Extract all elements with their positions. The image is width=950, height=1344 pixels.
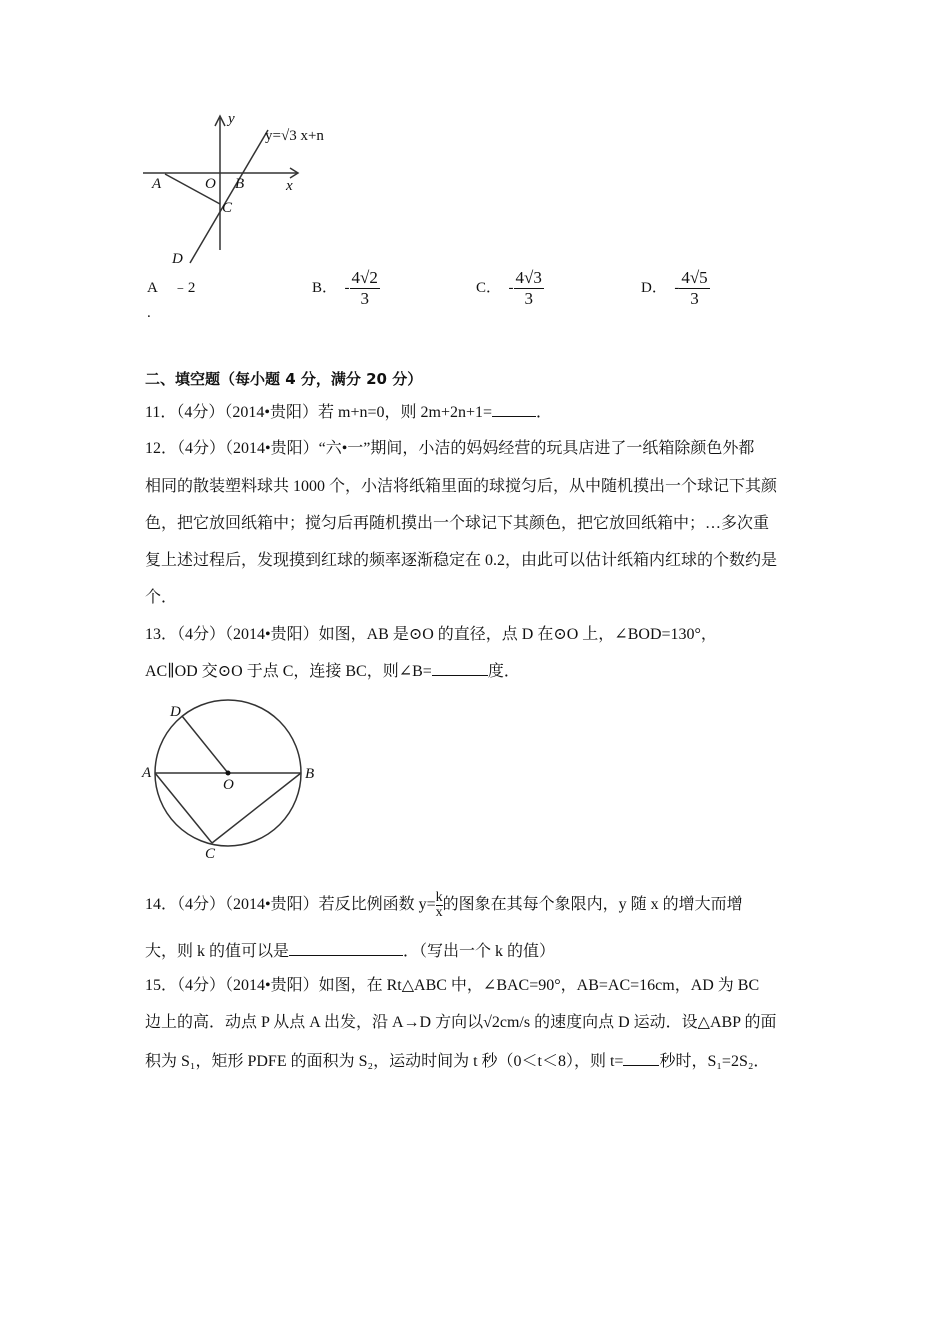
question-14-line: 14．（4分）（2014•贵阳）若反比例函数 y= $\frac{k}{x}$ 的图象在其每个象限内，y 随 x 的增大而增 <box>145 890 743 920</box>
circle-figure <box>140 698 330 863</box>
option-a-dot: . <box>147 305 151 321</box>
option-c: C． - $\frac{4√3}{3}$ <box>476 268 542 308</box>
d-label: D <box>172 251 183 267</box>
question-14-line: 大，则 k 的值可以是 ．（写出一个 k 的值） <box>145 943 556 960</box>
question-12-line: 复上述过程后，发现摸到红球的频率逐渐稳定在 0.2，由此可以估计纸箱内红球的个数约是 <box>145 552 778 569</box>
question-15-line: 15．（4分）（2014•贵阳）如图，在 Rt△ABC 中，∠BAC=90°，AB=AC=16cm，AD 为 BC <box>145 977 760 994</box>
option-a: A ﹣2 <box>147 280 196 296</box>
question-13-line: AC∥OD 交⊙O 于点 C，连接 BC，则∠B= 度． <box>145 663 520 680</box>
line-graph-figure <box>140 108 360 268</box>
b-label: B <box>305 766 315 782</box>
question-15-line: 积为 S₁，矩形 PDFE 的面积为 S₂，运动时间为 t 秒（0＜t＜8），则 t= 秒时，S₁=2S₂． <box>145 1053 770 1070</box>
d-label: D <box>170 704 181 720</box>
x-label: x <box>286 178 293 194</box>
a-label: A <box>142 765 152 781</box>
option-b: B． - $\frac{4√2}{3}$ <box>312 268 378 308</box>
a-label: A <box>152 176 162 192</box>
question-11: 11．（4分）（2014•贵阳）若 m+n=0，则 2m+2n+1= ． <box>145 404 553 421</box>
question-12-line: 12．（4分）（2014•贵阳）“六•一”期间，小洁的妈妈经营的玩具店进了一纸箱除颜色外都 <box>145 440 755 457</box>
option-d: D． - $\frac{4√5}{3}$ <box>641 268 708 308</box>
section-title: 二、填空题（每小题 4 分，满分 20 分） <box>145 370 423 388</box>
question-15-line: 边上的高．动点 P 从点 A 出发，沿 A→D 方向以√2cm/s 的速度向点 D 运动．设△ABP 的面 <box>145 1014 777 1031</box>
equation-label: y=√3 x+n <box>265 128 324 144</box>
question-12-line: 相同的散装塑料球共 1000 个，小洁将纸箱里面的球搅匀后，从中随机摸出一个球记下其颜 <box>145 478 778 495</box>
o-label: O <box>205 176 216 192</box>
b-label: B <box>235 176 245 192</box>
y-label: y <box>228 111 235 127</box>
o-label: O <box>223 777 234 793</box>
question-12-line: 个． <box>145 589 178 606</box>
c-label: C <box>205 846 216 862</box>
c-label: C <box>222 200 233 216</box>
question-12-line: 色，把它放回纸箱中；搅匀后再随机摸出一个球记下其颜色，把它放回纸箱中；…多次重 <box>145 515 770 532</box>
question-13-line: 13．（4分）（2014•贵阳）如图，AB 是⊙O 的直径，点 D 在⊙O 上，∠BOD=130°， <box>145 626 717 643</box>
